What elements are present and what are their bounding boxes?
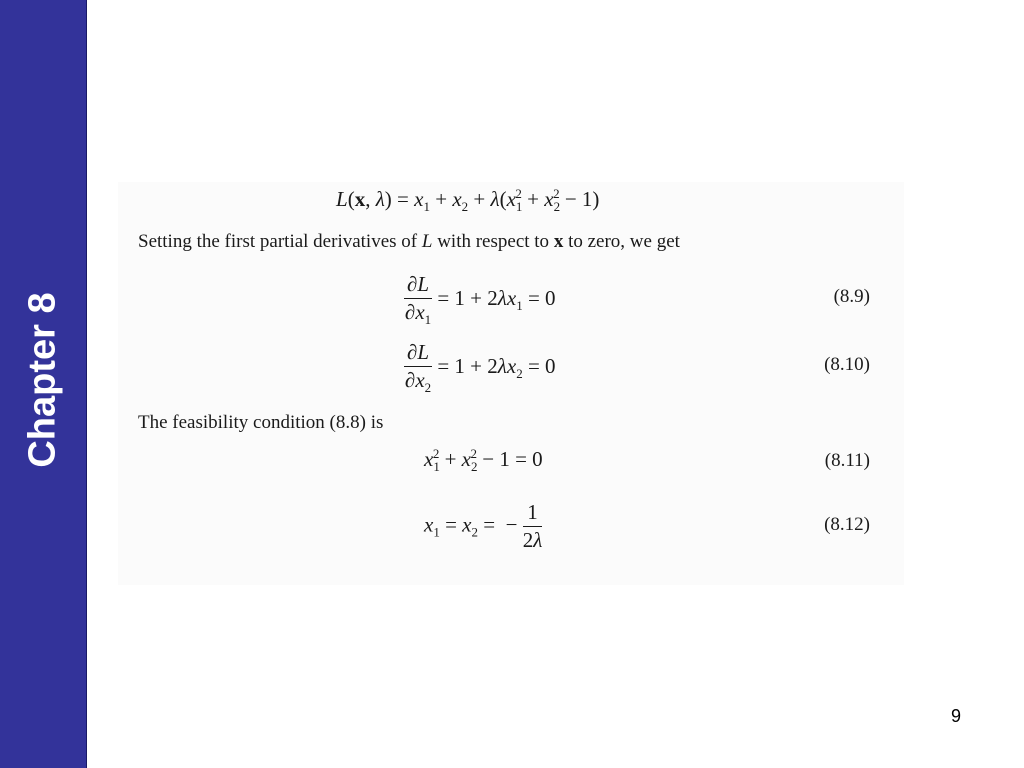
equation-8-10: $\frac{\partial L}{\partial x_2}$ = $1 + 2\lambda x_2 = 0$ xyxy=(404,340,556,396)
feasibility-sentence: The feasibility condition (8.8) is xyxy=(138,412,384,433)
equation-number-8-11: (8.11) xyxy=(824,450,870,471)
equation-8-11: $x_1^2 + x_2^2 - 1 = 0$ xyxy=(424,446,543,475)
scanned-equation-image xyxy=(118,182,904,585)
equation-number-8-12: (8.12) xyxy=(824,514,870,535)
equation-8-9: $\frac{\partial L}{\partial x_1}$ = $1 + 2\lambda x_1 = 0$ xyxy=(404,272,556,328)
chapter-title: Chapter 8 xyxy=(21,292,64,468)
equation-number-8-10: (8.10) xyxy=(824,354,870,375)
sidebar-band xyxy=(0,0,87,768)
equation-number-8-9: (8.9) xyxy=(833,286,870,307)
page-number: 9 xyxy=(951,706,962,726)
equation-8-12: $x_1 = x_2$ = − $\frac{1}{2\lambda}$ xyxy=(424,500,543,552)
derivative-sentence: Setting the first partial derivatives of L with respect to x to zero, we get xyxy=(138,231,680,252)
lagrangian-equation: L(x, $\lambda) = x_1 + x_2 + \lambda(x_1^2 + x_2^2 - 1)$ xyxy=(336,186,600,215)
